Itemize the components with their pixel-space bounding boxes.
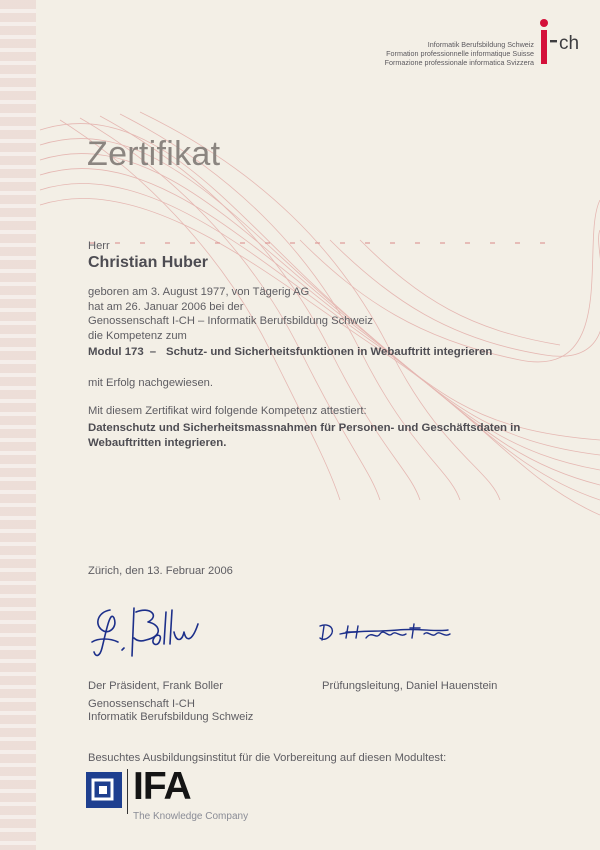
president-title: Der Präsident, Frank Boller: [88, 680, 223, 692]
organization-names: [385, 40, 534, 67]
ich-logo: [536, 18, 588, 66]
exam-lead-title: Prüfungsleitung, Daniel Hauenstein: [322, 680, 498, 692]
module-title: Schutz- und Sicherheitsfunktionen in Webauftritt integrieren: [166, 346, 493, 358]
attested-competence: [88, 421, 520, 451]
competence-line-1: Datenschutz und Sicherheitsmassnahmen für Personen- und Geschäftsdaten in: [88, 422, 521, 434]
exam-date-line: hat am 26. Januar 2006 bei der: [88, 300, 244, 313]
ifa-tagline: The Knowledge Company: [133, 811, 249, 822]
org-name-german: Informatik Berufsbildung Schweiz: [427, 40, 534, 49]
certificate-title: Zertifikat: [87, 135, 221, 173]
module-heading: [88, 346, 492, 358]
org-name-french: Formation professionnelle informatique Suisse: [386, 49, 534, 58]
place-and-date: Zürich, den 13. Februar 2006: [88, 565, 233, 577]
competence-line-2: Webauftritten integrieren.: [88, 437, 227, 449]
training-institute-label: Besuchtes Ausbildungsinstitut für die Vorbereitung auf diesen Modultest:: [88, 752, 447, 764]
attestation-intro: Mit diesem Zertifikat wird folgende Kompetenz attestiert:: [88, 405, 367, 417]
institution-line: Genossenschaft I-CH – Informatik Berufsbildung Schweiz: [88, 315, 373, 327]
module-dash: –: [149, 346, 157, 358]
org-line-1: Genossenschaft I-CH: [88, 698, 195, 710]
success-line: mit Erfolg nachgewiesen.: [88, 377, 213, 389]
exam-signature: [318, 616, 458, 646]
issuing-organization: [88, 698, 253, 724]
certificate-details: [88, 285, 373, 343]
module-code: Modul 173: [88, 346, 144, 358]
birth-line: geboren am 3. August 1977, von Tägerig AG: [88, 286, 310, 298]
competence-intro: die Kompetenz zum: [88, 329, 187, 342]
ifa-logo-mark: [86, 772, 122, 808]
recipient-name: Christian Huber: [88, 254, 209, 271]
ifa-logo-text: IFA: [133, 765, 191, 808]
svg-text:ch: ch: [559, 33, 580, 54]
salutation: Herr: [88, 240, 110, 252]
org-line-2: Informatik Berufsbildung Schweiz: [88, 711, 254, 723]
ifa-logo-divider: [127, 769, 128, 814]
president-signature: [88, 602, 208, 664]
org-name-italian: Formazione professionale informatica Svizzera: [384, 58, 534, 67]
